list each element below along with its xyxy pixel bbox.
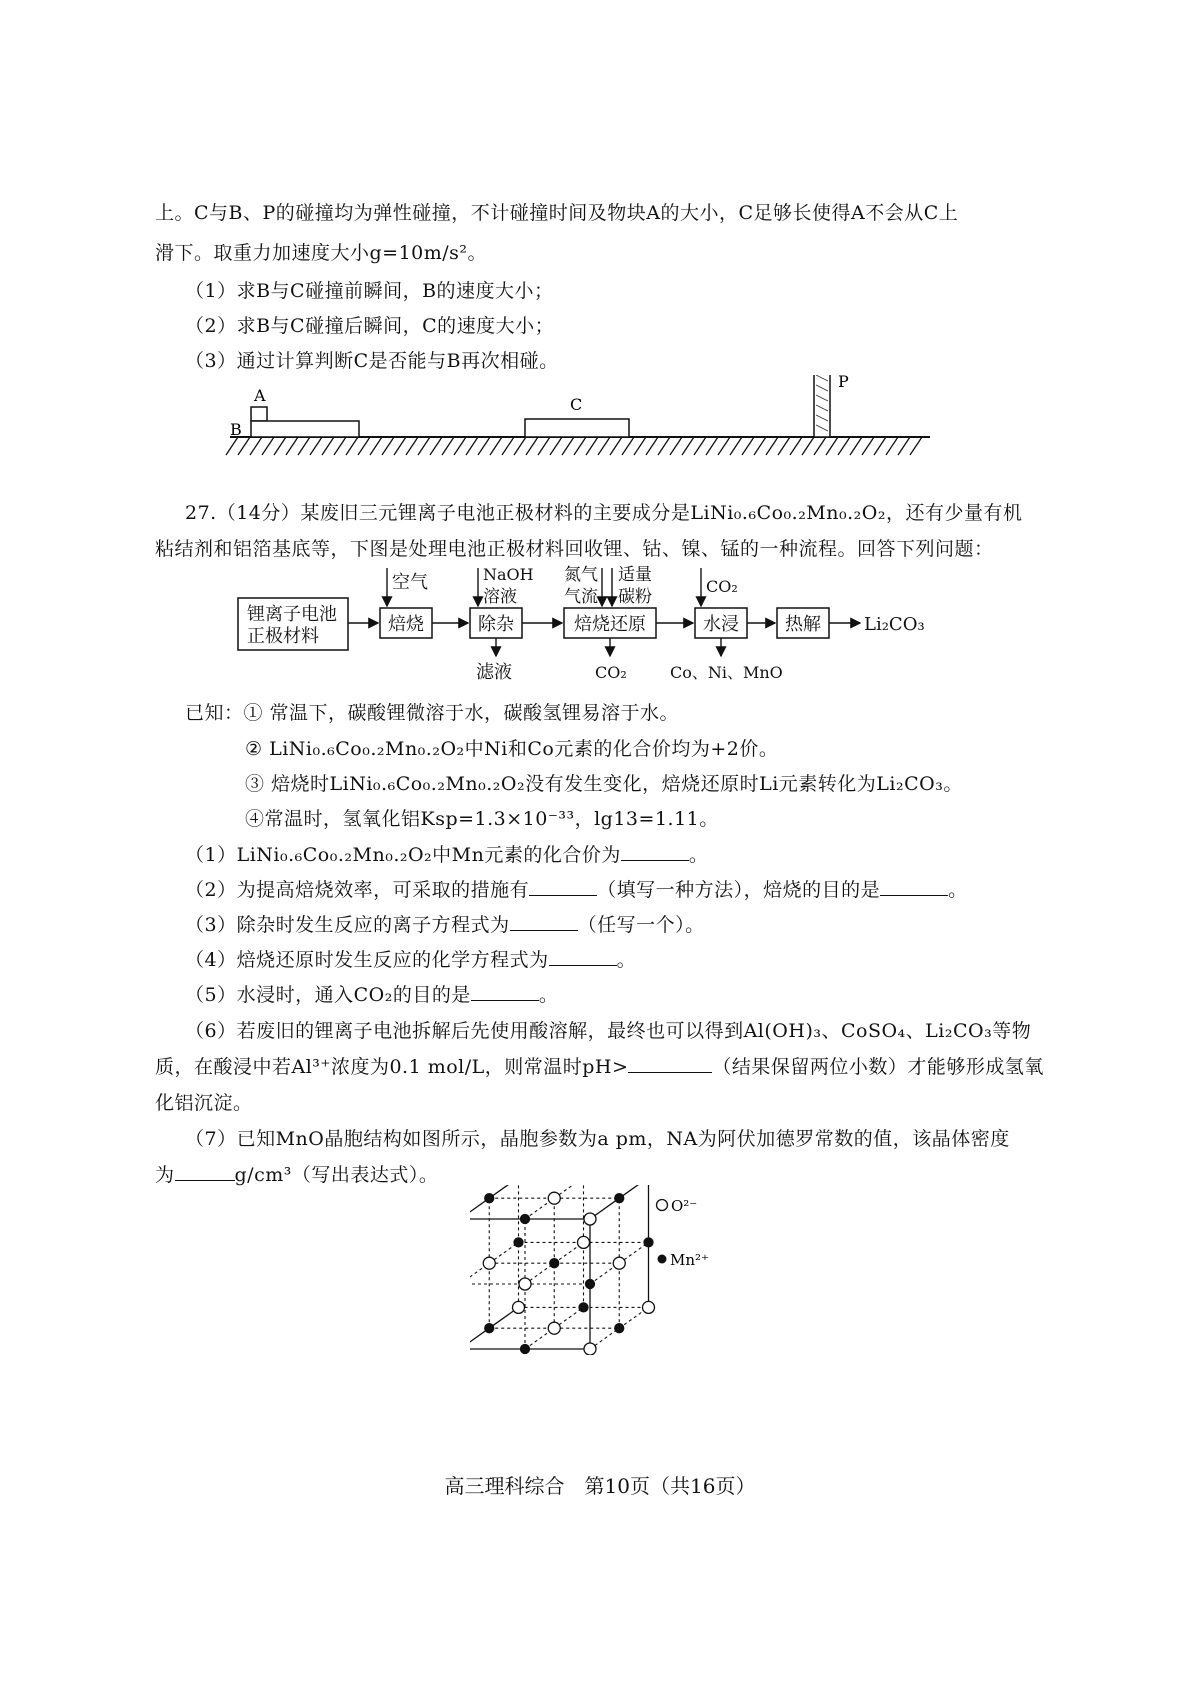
ground-hatch: [886, 437, 898, 455]
ground-hatch: [286, 437, 298, 455]
flow-output-metals: Co、Ni、MnO: [670, 663, 783, 682]
manganese-ion: [521, 1345, 530, 1354]
flow-step-leach: 水浸: [703, 614, 739, 635]
manganese-ion: [485, 1194, 494, 1203]
legend-oxide-symbol: [657, 1200, 668, 1211]
manganese-ion: [615, 1324, 624, 1333]
ground-hatch: [382, 437, 394, 455]
ground-hatch: [454, 437, 466, 455]
flow-start-line-2: 正极材料: [247, 626, 319, 647]
subq-1: （1）LiNi₀.₆Co₀.₂Mn₀.₂O₂中Mn元素的化合价为 。: [185, 844, 709, 866]
ground-hatch: [910, 437, 922, 455]
oxide-ion: [643, 1301, 655, 1313]
ground-hatch: [418, 437, 430, 455]
manganese-ion: [579, 1303, 588, 1312]
ground-hatch: [814, 437, 826, 455]
subq-7-line-2: 为 g/cm³（写出表达式）。: [155, 1164, 439, 1186]
manganese-ion: [644, 1238, 653, 1247]
ground-hatch: [742, 437, 754, 455]
flow-step-pyrolysis: 热解: [785, 614, 821, 635]
ground-hatch: [322, 437, 334, 455]
collision-figure: [200, 375, 960, 470]
subq-6-line-2: 质，在酸浸中若Al³⁺浓度为0.1 mol/L，则常温时pH> （结果保留两位小数）才能够形成氢氧: [155, 1056, 1044, 1078]
ground-hatch: [370, 437, 382, 455]
ground-hatch: [238, 437, 250, 455]
subq-4: （4）焙烧还原时发生反应的化学方程式为 。: [185, 949, 637, 971]
ground-hatch: [838, 437, 850, 455]
manganese-ion: [586, 1280, 595, 1289]
answer-blank-4[interactable]: [549, 947, 617, 966]
ground-hatch: [694, 437, 706, 455]
flow-input-naoh: NaOH: [483, 565, 534, 584]
ground-hatch: [718, 437, 730, 455]
ground-hatch: [250, 437, 262, 455]
subq-2: （2）为提高焙烧效率，可采取的措施有 （填写一种方法），焙烧的目的是 。: [185, 879, 968, 901]
flow-output-filtrate: 滤液: [476, 662, 512, 683]
known-3: ③ 焙烧时LiNi₀.₆Co₀.₂Mn₀.₂O₂没有发生变化，焙烧还原时Li元素转化为Li₂CO₃。: [245, 773, 963, 795]
ground-hatch: [262, 437, 274, 455]
ground-hatch: [550, 437, 562, 455]
ground-hatch: [442, 437, 454, 455]
ground-hatch: [538, 437, 550, 455]
ground-hatch: [226, 437, 238, 455]
flow-output-co2: CO₂: [595, 663, 627, 682]
ground-hatch: [430, 437, 442, 455]
known-1: 已知：① 常温下，碳酸锂微溶于水，碳酸氢锂易溶于水。: [185, 702, 680, 724]
ground-hatch: [406, 437, 418, 455]
oxide-ion: [483, 1257, 495, 1269]
ground-hatch: [670, 437, 682, 455]
prev-line-1: 上。C与B、P的碰撞均为弹性碰撞，不计碰撞时间及物块A的大小，C足够长使得A不会从C上: [155, 202, 959, 224]
ground-hatch: [610, 437, 622, 455]
flow-input-naoh-solution: 溶液: [483, 587, 517, 607]
ground-hatch: [598, 437, 610, 455]
flow-input-carbon: 碳粉: [618, 587, 652, 607]
ground-hatch: [586, 437, 598, 455]
ground-hatch: [394, 437, 406, 455]
legend-mn-label: Mn²⁺: [670, 1251, 709, 1269]
known-4: ④常温时，氢氧化铝Ksp=1.3×10⁻³³，lg13=1.11。: [245, 808, 719, 830]
oxide-ion: [584, 1343, 596, 1355]
ground-hatch: [826, 437, 838, 455]
flow-input-amount: 适量: [618, 565, 652, 585]
manganese-ion: [615, 1194, 624, 1203]
subq-5: （5）水浸时，通入CO₂的目的是 。: [185, 984, 559, 1006]
ground-hatch: [622, 437, 634, 455]
ground-hatch: [790, 437, 802, 455]
oxide-ion: [584, 1213, 596, 1225]
known-2: ② LiNi₀.₆Co₀.₂Mn₀.₂O₂中Ni和Co元素的化合价均为+2价。: [245, 738, 779, 760]
ground-hatch: [358, 437, 370, 455]
ground-hatch: [466, 437, 478, 455]
ground-hatch: [766, 437, 778, 455]
manganese-ion: [521, 1215, 530, 1224]
flow-input-gasflow: 气流: [564, 587, 598, 607]
prev-question-2: （2）求B与C碰撞后瞬间，C的速度大小；: [185, 315, 555, 337]
subq-7-line-1: （7）已知MnO晶胞结构如图所示，晶胞参数为a pm，NA为阿伏加德罗常数的值，该晶体密度: [185, 1128, 1010, 1150]
ground-hatch: [346, 437, 358, 455]
flow-product: Li₂CO₃: [864, 614, 925, 635]
label-p: P: [838, 375, 849, 391]
flow-step-roast: 焙烧: [388, 614, 424, 635]
ground-hatch: [898, 437, 910, 455]
oxide-ion: [513, 1301, 525, 1313]
prev-question-1: （1）求B与C碰撞前瞬间，B的速度大小；: [185, 280, 554, 302]
ground-hatch: [730, 437, 742, 455]
oxide-ion: [548, 1322, 560, 1334]
ground-hatch: [298, 437, 310, 455]
flow-input-air: 空气: [392, 572, 428, 593]
prev-question-3: （3）通过计算判断C是否能与B再次相碰。: [185, 350, 559, 372]
oxide-ion: [548, 1192, 560, 1204]
page-footer: 高三理科综合 第10页（共16页）: [444, 1474, 756, 1498]
manganese-ion: [485, 1324, 494, 1333]
ground-hatch: [574, 437, 586, 455]
board-b: [251, 421, 359, 437]
flow-input-co2: CO₂: [706, 577, 738, 596]
oxide-ion: [519, 1278, 531, 1290]
manganese-ion: [550, 1259, 559, 1268]
legend-oxide-label: O²⁻: [671, 1197, 698, 1215]
block-a: [251, 407, 267, 421]
ground-hatch: [634, 437, 646, 455]
legend-mn-symbol: [658, 1255, 667, 1264]
ground-hatch: [502, 437, 514, 455]
prev-line-2: 滑下。取重力加速度大小g=10m/s²。: [155, 242, 488, 264]
q27-intro-line-1: 27.（14分）某废旧三元锂离子电池正极材料的主要成分是LiNi₀.₆Co₀.₂Mn₀.₂O₂，还有少量有机: [185, 502, 1023, 524]
ground-hatch: [778, 437, 790, 455]
ground-hatch: [802, 437, 814, 455]
mno-unit-cell: [470, 1185, 760, 1355]
flow-start-line-1: 锂离子电池: [247, 604, 337, 625]
ground-hatch: [490, 437, 502, 455]
ground-hatch: [562, 437, 574, 455]
label-c: C: [570, 395, 583, 414]
process-flowchart: [230, 560, 990, 695]
q27-intro-line-2: 粘结剂和铝箔基底等，下图是处理电池正极材料回收锂、钴、镍、锰的一种流程。回答下列问题：: [155, 538, 994, 560]
ground-hatch: [754, 437, 766, 455]
ground-hatch: [478, 437, 490, 455]
ground-hatch: [874, 437, 886, 455]
ground-hatch: [334, 437, 346, 455]
ground-hatch: [514, 437, 526, 455]
flow-step-impurity: 除杂: [478, 614, 514, 635]
manganese-ion: [514, 1238, 523, 1247]
board-c: [525, 419, 629, 437]
ground-hatch: [706, 437, 718, 455]
oxide-ion: [578, 1236, 590, 1248]
subq-6-line-3: 化铝沉淀。: [155, 1092, 253, 1114]
oxide-ion: [613, 1257, 625, 1269]
answer-blank-1[interactable]: [621, 842, 689, 861]
answer-blank-3[interactable]: [510, 912, 578, 931]
ground-hatch: [310, 437, 322, 455]
flow-step-reduction: 焙烧还原: [574, 614, 646, 635]
answer-blank-2b[interactable]: [880, 877, 948, 896]
ground-hatch: [274, 437, 286, 455]
subq-6-line-1: （6）若废旧的锂离子电池拆解后先使用酸溶解，最终也可以得到Al(OH)₃、CoSO₄、Li₂CO₃等物: [185, 1020, 1032, 1042]
answer-blank-6[interactable]: [628, 1054, 712, 1073]
ground-hatch: [862, 437, 874, 455]
ground-hatch: [658, 437, 670, 455]
ground-hatch: [682, 437, 694, 455]
answer-blank-2a[interactable]: [529, 877, 597, 896]
label-a: A: [254, 386, 266, 405]
answer-blank-7[interactable]: [175, 1162, 235, 1181]
flow-input-nitrogen: 氮气: [564, 565, 598, 585]
ground-hatch: [526, 437, 538, 455]
label-b: B: [230, 420, 242, 439]
ground-hatch: [850, 437, 862, 455]
answer-blank-5[interactable]: [471, 982, 539, 1001]
ground-hatch: [646, 437, 658, 455]
subq-3: （3）除杂时发生反应的离子方程式为 （任写一个）。: [185, 914, 705, 936]
